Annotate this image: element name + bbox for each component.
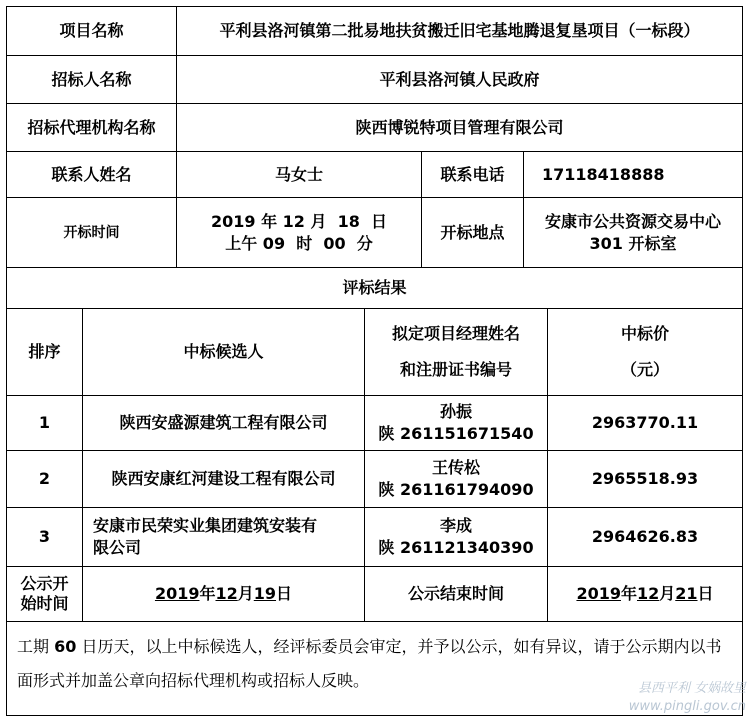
candidate-rank: 3 (6, 508, 83, 566)
candidate-manager-name: 孙振 (439, 402, 472, 421)
tenderer-value: 平利县洛河镇人民政府 (177, 56, 743, 103)
result-title-row (6, 268, 743, 309)
header-rank: 排序 (6, 309, 83, 395)
publicity-start-label-line1: 公示开 (20, 574, 69, 593)
opening-date: 2019 年 12 月 18 日 (210, 211, 388, 231)
contact-row (6, 152, 743, 198)
header-manager-line2: 和注册证书编号 (399, 360, 512, 379)
publicity-day-unit: 日 (276, 584, 293, 603)
project-value: 平利县洛河镇第二批易地扶贫搬迁旧宅基地腾退复垦项目（一标段） (177, 7, 743, 55)
candidate-price: 2964626.83 (548, 508, 743, 566)
header-price-line1: 中标价 (620, 324, 669, 343)
header-manager (365, 309, 548, 395)
candidate-price: 2965518.93 (548, 451, 743, 507)
agency-value: 陕西博锐特项目管理有限公司 (177, 104, 743, 151)
publicity-end-day: 21 (675, 584, 698, 603)
tenderer-label: 招标人名称 (6, 56, 177, 103)
candidate-row (6, 451, 743, 508)
candidate-manager (365, 451, 548, 507)
notice-prefix: 工期 (17, 637, 50, 656)
candidate-row (6, 508, 743, 567)
publicity-start-label (6, 567, 83, 621)
project-row (6, 6, 743, 56)
notice-text: 日历天，以上中标候选人，经评标委员会审定，并予以公示，如有异议，请于公示期内以书面形式并加盖公章向招标代理机构或招标人反映。 (17, 637, 722, 690)
candidate-company: 陕西安康红河建设工程有限公司 (83, 451, 365, 507)
publicity-end-year: 2019 (576, 584, 621, 603)
bid-result-table (6, 6, 743, 716)
opening-row (6, 198, 743, 268)
header-price-line2: （元） (620, 360, 669, 379)
candidate-company: 陕西安盛源建筑工程有限公司 (83, 396, 365, 450)
project-label: 项目名称 (6, 7, 177, 55)
publicity-month-unit: 月 (237, 584, 254, 603)
candidates-header-row (6, 309, 743, 396)
candidate-price: 2963770.11 (548, 396, 743, 450)
contact-name-label: 联系人姓名 (6, 152, 177, 197)
header-manager-line1: 拟定项目经理姓名 (391, 324, 520, 343)
watermark-line2: www.pingli.gov.cn (628, 699, 746, 714)
publicity-end-value (548, 567, 743, 621)
candidate-company-line2: 限公司 (93, 538, 142, 557)
publicity-start-month: 12 (215, 584, 238, 603)
candidate-manager-name: 李成 (439, 516, 472, 535)
publicity-end-month: 12 (636, 584, 660, 603)
publicity-start-day: 19 (253, 584, 277, 603)
candidate-rank: 1 (6, 396, 83, 450)
candidate-company (83, 508, 365, 566)
candidate-manager (365, 396, 548, 450)
publicity-day-unit: 日 (697, 584, 714, 603)
publicity-month-unit: 月 (659, 584, 676, 603)
contact-phone-label: 联系电话 (422, 152, 524, 197)
candidate-manager-cert: 陕 261121340390 (378, 538, 534, 557)
result-title: 评标结果 (6, 268, 743, 308)
opening-time-value (177, 198, 422, 267)
candidate-manager (365, 508, 548, 566)
opening-place-value (524, 198, 743, 267)
notice-period: 60 (54, 637, 77, 656)
publicity-start-year: 2019 (154, 584, 200, 603)
watermark-line1: 县西平利 女娲故里 (637, 681, 746, 696)
agency-label: 招标代理机构名称 (6, 104, 177, 151)
tenderer-row (6, 56, 743, 104)
opening-hour: 上午 09 时 00 分 (225, 233, 373, 253)
watermark (629, 680, 746, 716)
candidate-manager-name: 王传松 (431, 458, 480, 477)
candidate-manager-cert: 陕 261161794090 (378, 480, 534, 499)
opening-place-label: 开标地点 (422, 198, 524, 267)
publicity-year-unit: 年 (620, 584, 637, 603)
candidate-rank: 2 (6, 451, 83, 507)
opening-time-label: 开标时间 (6, 198, 177, 267)
publicity-end-label: 公示结束时间 (365, 567, 548, 621)
publicity-start-value (83, 567, 365, 621)
publicity-start-label-line2: 始时间 (20, 594, 69, 613)
opening-place-line2: 301 开标室 (589, 233, 677, 253)
header-candidate: 中标候选人 (83, 309, 365, 395)
header-price (548, 309, 743, 395)
candidate-row (6, 396, 743, 451)
publicity-row (6, 567, 743, 622)
contact-name-value: 马女士 (177, 152, 422, 197)
opening-place-line1: 安康市公共资源交易中心 (544, 211, 721, 231)
agency-row (6, 104, 743, 152)
candidate-company-line1: 安康市民荣实业集团建筑安装有 (93, 516, 318, 535)
candidate-manager-cert: 陕 261151671540 (378, 424, 534, 443)
publicity-year-unit: 年 (199, 584, 216, 603)
contact-phone-value: 17118418888 (524, 152, 743, 197)
